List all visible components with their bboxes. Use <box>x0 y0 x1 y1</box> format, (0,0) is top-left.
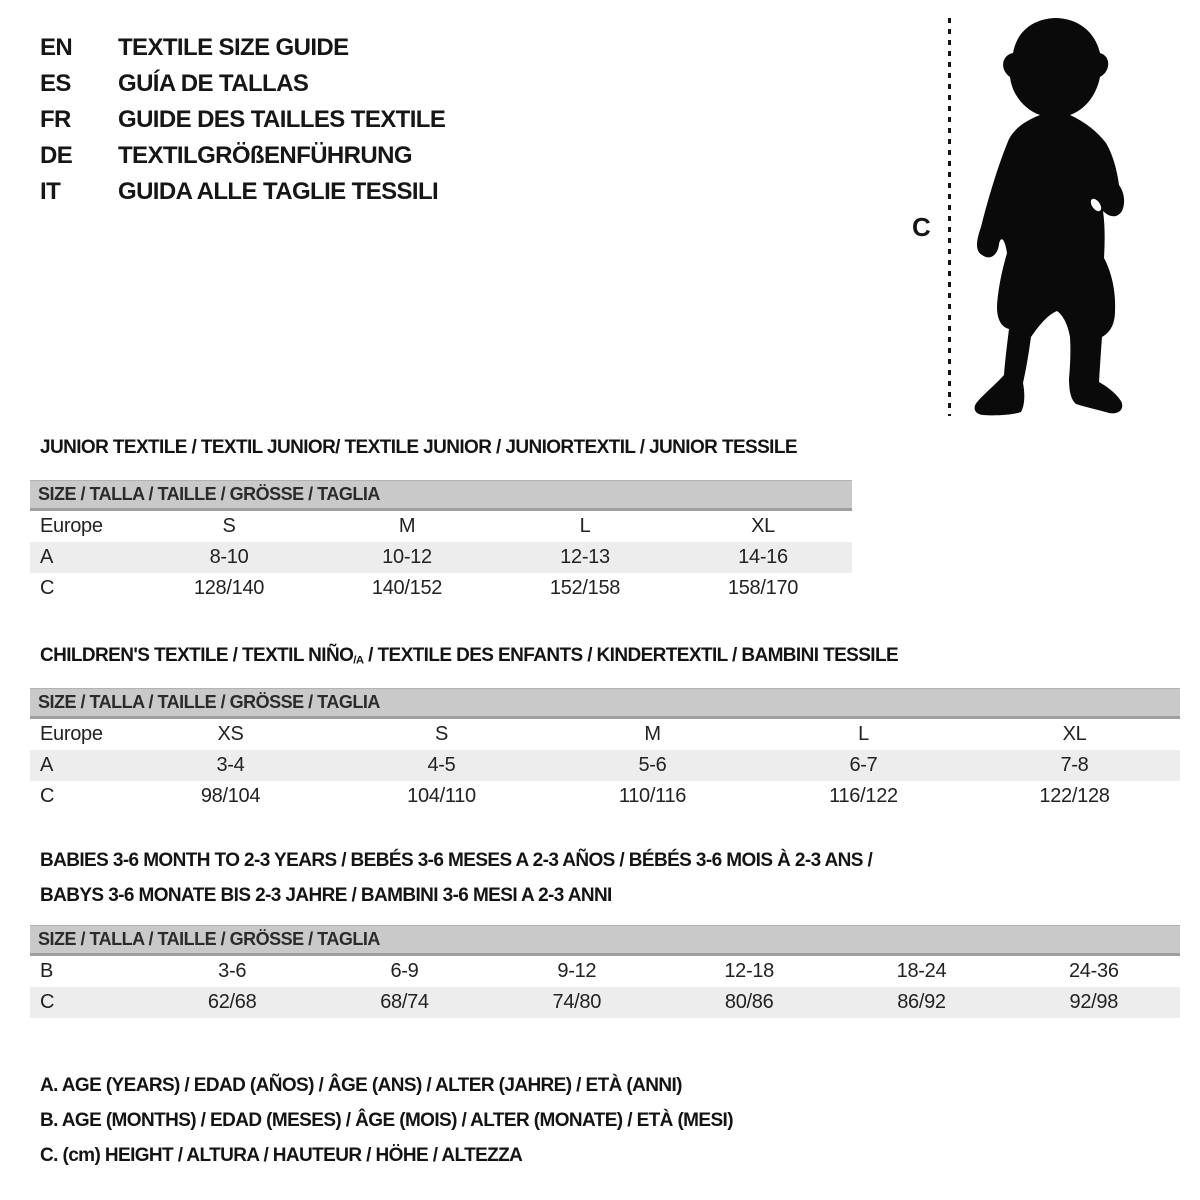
table-cell: 7-8 <box>1060 754 1089 776</box>
table-cell: 152/158 <box>549 577 621 599</box>
table-cell: 158/170 <box>727 577 799 599</box>
table-row <box>30 542 852 573</box>
table-cell: 3-4 <box>216 754 245 776</box>
table-cell: 128/140 <box>193 577 265 599</box>
babies-size-header-bar: SIZE / TALLA / TAILLE / GRÖSSE / TAGLIA <box>30 925 1180 956</box>
babies-size-table <box>30 925 1180 1018</box>
legend-note-height: C. (cm) HEIGHT / ALTURA / HAUTEUR / HÖHE / ALTEZZA <box>40 1145 523 1166</box>
junior-section-heading: JUNIOR TEXTILE / TEXTIL JUNIOR/ TEXTILE JUNIOR / JUNIORTEXTIL / JUNIOR TESSILE <box>40 437 797 458</box>
table-cell: 110/116 <box>618 785 687 807</box>
table-cell: 104/110 <box>407 785 476 807</box>
table-cell: 14-16 <box>738 546 788 568</box>
table-cell: L <box>579 515 591 537</box>
table-cell: 86/92 <box>897 991 946 1013</box>
table-cell: M <box>398 515 416 537</box>
table-row <box>30 987 1180 1018</box>
table-cell: 92/98 <box>1069 991 1119 1013</box>
language-code: FR <box>40 106 71 133</box>
table-cell: 68/74 <box>380 991 429 1013</box>
table-cell: 18-24 <box>896 960 947 982</box>
children-heading-text: CHILDREN'S TEXTILE / TEXTIL NIÑO <box>40 645 354 666</box>
table-row <box>30 750 1180 781</box>
table-cell: 62/68 <box>207 991 257 1013</box>
language-code: EN <box>40 34 73 61</box>
table-cell: S <box>222 515 236 537</box>
table-cell: 10-12 <box>382 546 432 568</box>
table-row <box>30 781 1180 812</box>
table-cell: 12-18 <box>724 960 774 982</box>
table-cell: S <box>434 723 449 745</box>
legend-note-age-years: A. AGE (YEARS) / EDAD (AÑOS) / ÂGE (ANS) / ALTER (JAHRE) / ETÀ (ANNI) <box>40 1075 682 1096</box>
row-label: B <box>40 960 54 982</box>
table-cell: 4-5 <box>427 754 456 776</box>
row-label: A <box>40 754 54 776</box>
language-title: GUIDE DES TAILLES TEXTILE <box>118 106 446 133</box>
table-cell: 3-6 <box>218 960 247 982</box>
children-heading-text: / TEXTILE DES ENFANTS / KINDERTEXTIL / BAMBINI TESSILE <box>363 645 899 666</box>
table-cell: 116/122 <box>829 785 898 807</box>
junior-size-table <box>30 480 852 604</box>
children-section-heading <box>40 645 898 667</box>
children-size-header-bar: SIZE / TALLA / TAILLE / GRÖSSE / TAGLIA <box>30 688 1180 719</box>
table-cell: 74/80 <box>552 991 602 1013</box>
table-cell: 140/152 <box>371 577 443 599</box>
legend-notes <box>40 1068 733 1173</box>
language-title: GUIDA ALLE TAGLIE TESSILI <box>118 178 439 205</box>
table-cell: XL <box>1062 723 1087 745</box>
language-title: TEXTILGRÖßENFÜHRUNG <box>118 142 412 169</box>
language-code: IT <box>40 178 61 205</box>
table-cell: 8-10 <box>209 546 249 568</box>
table-row <box>30 956 1180 987</box>
table-cell: 6-7 <box>849 754 878 776</box>
table-row <box>30 511 852 542</box>
row-label: Europe <box>40 515 103 537</box>
language-code: DE <box>40 142 73 169</box>
table-cell: 12-13 <box>560 546 610 568</box>
table-cell: M <box>644 723 661 745</box>
language-title: GUÍA DE TALLAS <box>118 70 309 97</box>
table-cell: 122/128 <box>1039 785 1110 807</box>
children-size-table <box>30 688 1180 812</box>
babies-heading-line2: BABYS 3-6 MONATE BIS 2-3 JAHRE / BAMBINI 3-6 MESI A 2-3 ANNI <box>40 885 612 906</box>
legend-note-age-months: B. AGE (MONTHS) / EDAD (MESES) / ÂGE (MOIS) / ALTER (MONATE) / ETÀ (MESI) <box>40 1110 733 1131</box>
table-row <box>30 573 852 604</box>
table-cell: 5-6 <box>638 754 667 776</box>
children-heading-subscript: /A <box>353 654 364 667</box>
junior-size-header-bar: SIZE / TALLA / TAILLE / GRÖSSE / TAGLIA <box>30 480 852 511</box>
language-title-list <box>40 30 445 210</box>
table-cell: L <box>858 723 869 745</box>
height-dashed-line <box>948 18 951 416</box>
table-cell: 80/86 <box>724 991 774 1013</box>
babies-heading-line1: BABIES 3-6 MONTH TO 2-3 YEARS / BEBÉS 3-6 MESES A 2-3 AÑOS / BÉBÉS 3-6 MOIS À 2-3 ANS / <box>40 850 873 871</box>
table-cell: 98/104 <box>200 785 261 807</box>
babies-section-heading <box>40 843 872 913</box>
toddler-silhouette <box>965 15 1140 420</box>
language-row <box>40 138 445 174</box>
language-title: TEXTILE SIZE GUIDE <box>118 34 349 61</box>
table-cell: 9-12 <box>557 960 597 982</box>
language-row <box>40 102 445 138</box>
height-measure-label: C <box>912 212 931 242</box>
language-row <box>40 174 445 210</box>
row-label: C <box>40 991 55 1013</box>
language-row <box>40 66 445 102</box>
row-label: C <box>40 785 55 807</box>
table-row <box>30 719 1180 750</box>
row-label: Europe <box>40 723 103 745</box>
table-cell: XS <box>217 723 244 745</box>
row-label: C <box>40 577 55 599</box>
language-row <box>40 30 445 66</box>
language-code: ES <box>40 70 71 97</box>
row-label: A <box>40 546 54 568</box>
table-cell: XL <box>751 515 775 537</box>
table-cell: 24-36 <box>1068 960 1119 982</box>
table-cell: 6-9 <box>390 960 419 982</box>
